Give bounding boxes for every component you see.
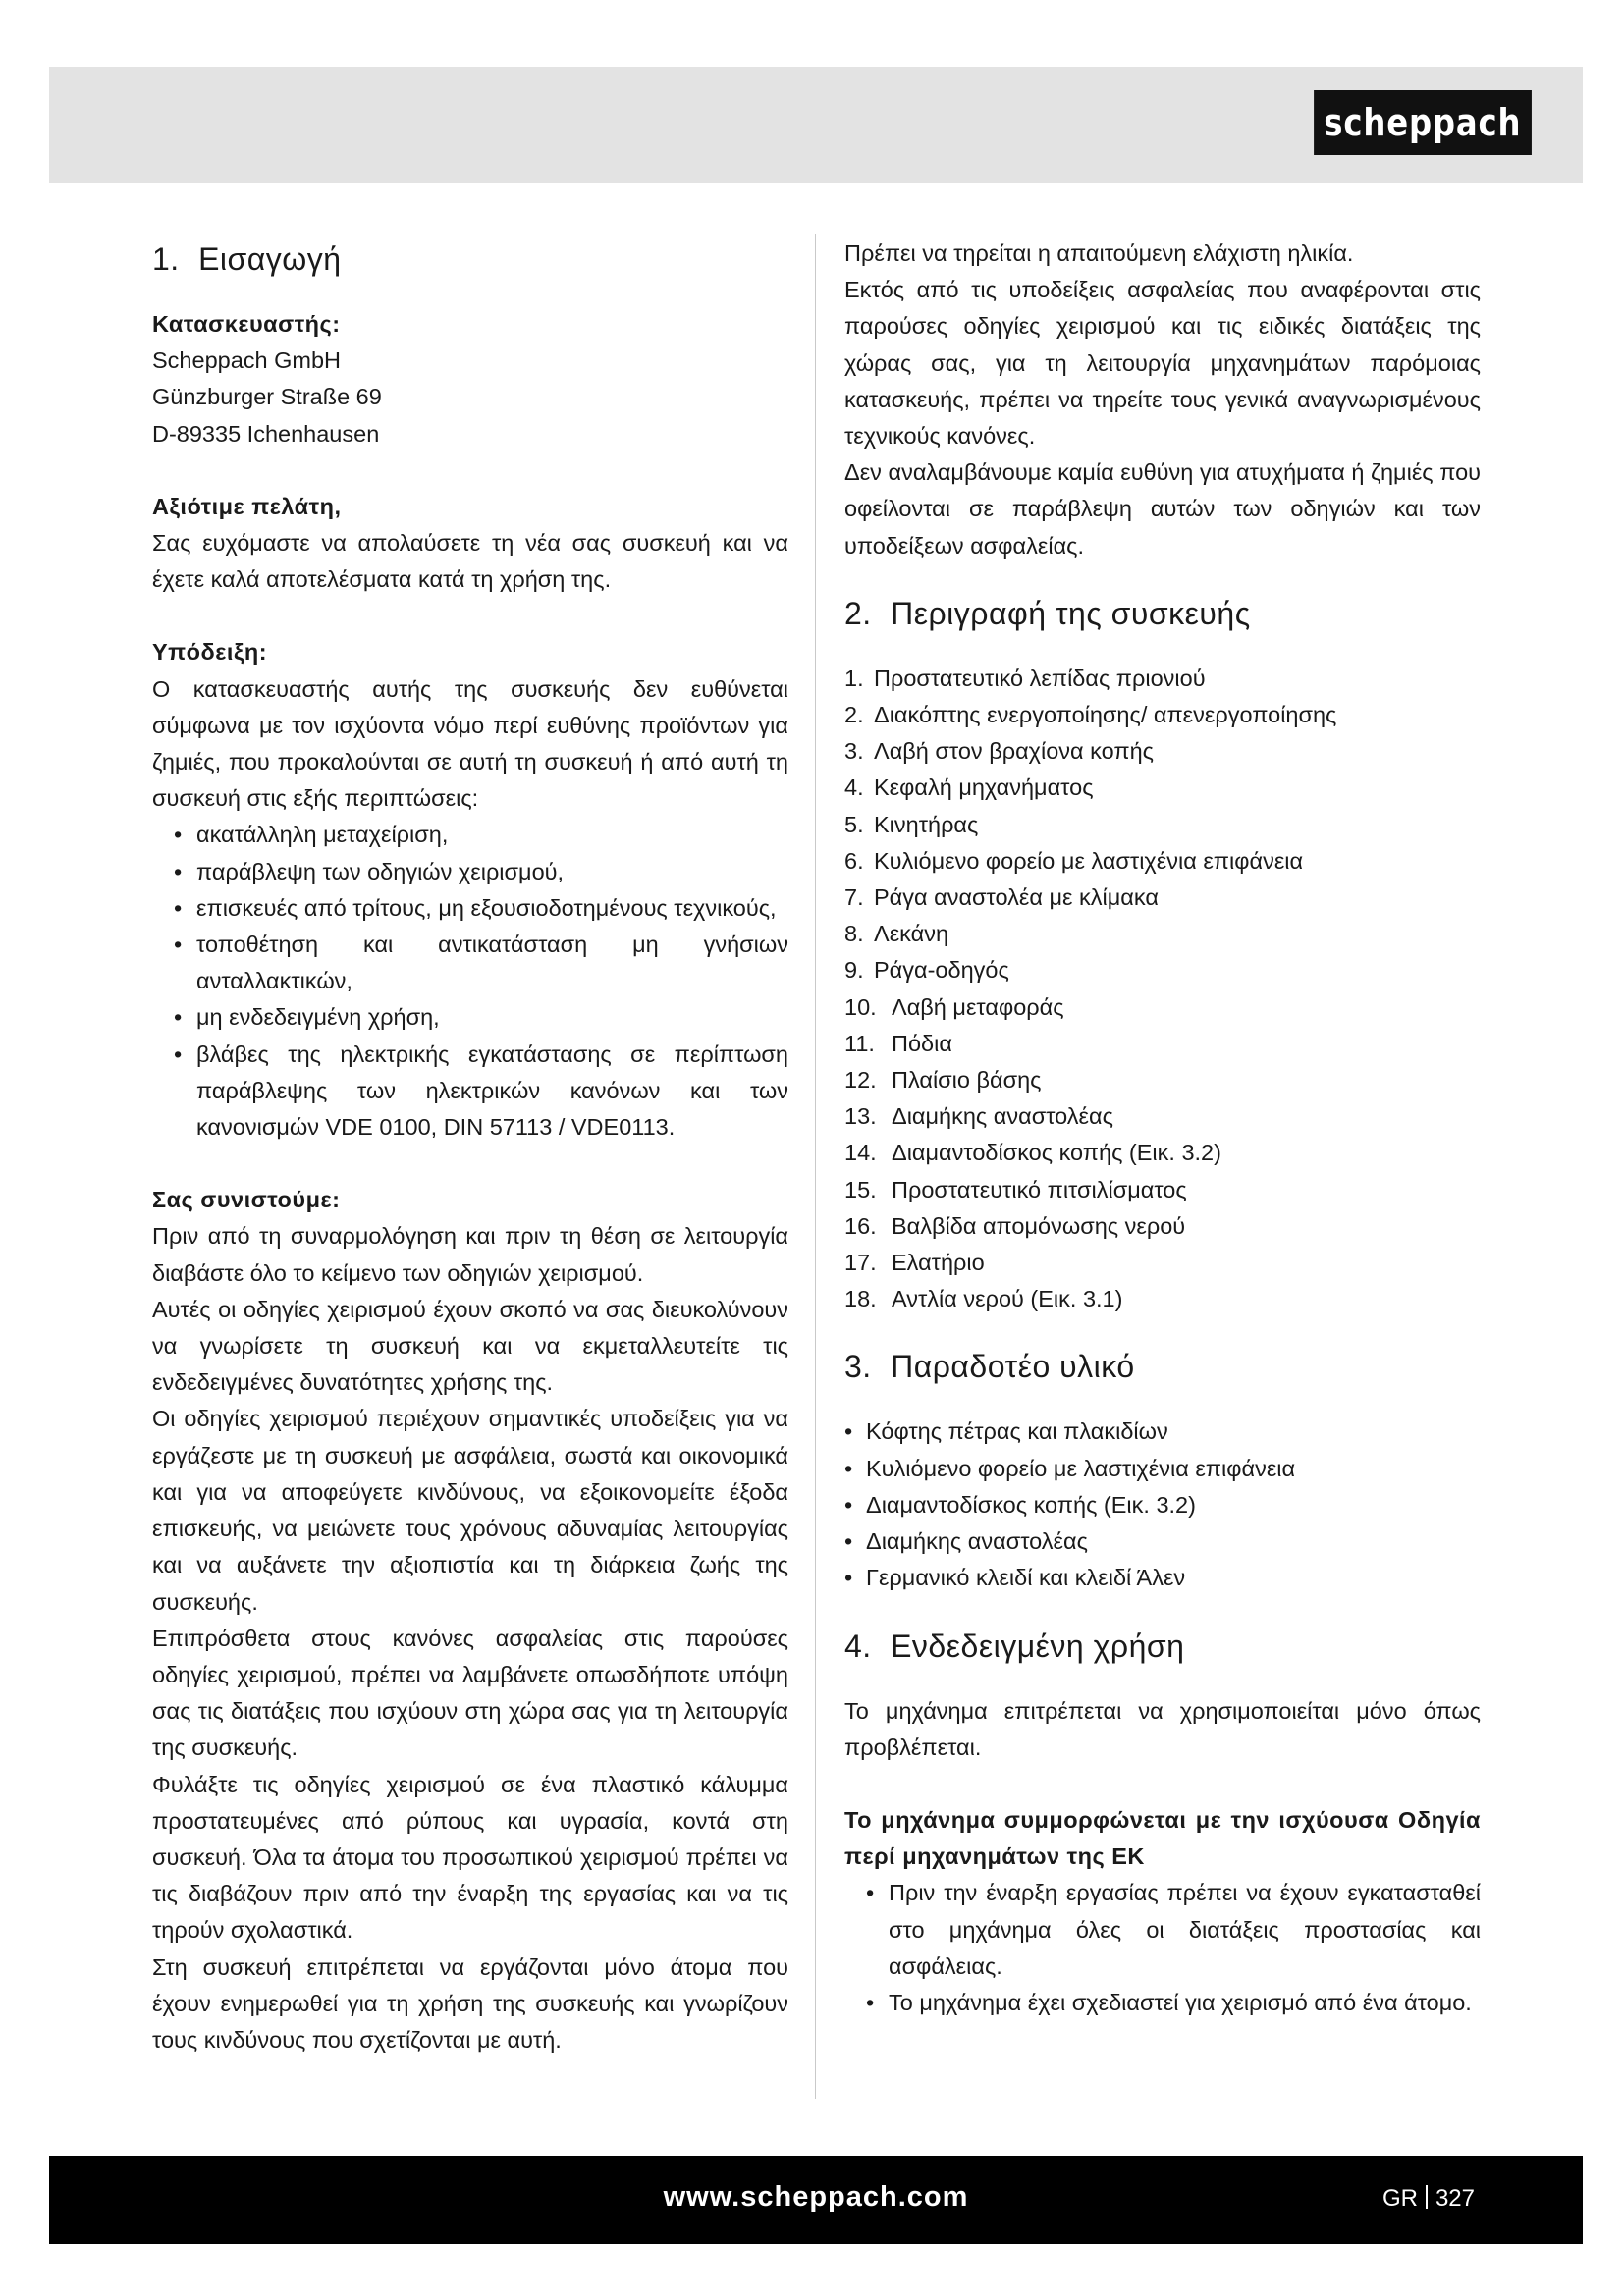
list-item: • επισκευές από τρίτους, μη εξουσιοδοτημένους τεχνικούς, [174, 894, 777, 921]
footer-website-link[interactable]: www.scheppach.com [663, 2181, 969, 2213]
intended-use-text: Το μηχάνημα επιτρέπεται να χρησιμοποιείται μόνο όπως προβλέπεται. [844, 1697, 1481, 1760]
list-item: 16. Βαλβίδα απομόνωσης νερού [844, 1212, 1186, 1239]
list-item: 11. Πόδια [844, 1030, 952, 1056]
list-item: 18. Αντλία νερού (Εικ. 3.1) [844, 1286, 1123, 1312]
list-item: 13. Διαμήκης αναστολέας [844, 1103, 1113, 1130]
list-item: • ακατάλληλη μεταχείριση, [174, 822, 449, 848]
list-item: • βλάβες της ηλεκτρικής εγκατάστασης σε περίπτωση παράβλεψης των ηλεκτρικών κανόνων και των κανονισμών VDE 0100, DIN 57113 / VDE0113. [174, 1041, 788, 1141]
recommend-paragraph: Πριν από τη συναρμολόγηση και πριν τη θέση σε λειτουργία διαβάστε όλο το κείμενο των οδηγιών χειρισμού. [152, 1223, 788, 1286]
list-item: 9. Ράγα-οδηγός [844, 957, 1009, 984]
list-item: 5. Κινητήρας [844, 811, 979, 837]
list-item: • παράβλεψη των οδηγιών χειρισμού, [174, 858, 565, 884]
parts-list [844, 661, 1481, 1318]
recommend-paragraph: Αυτές οι οδηγίες χειρισμού έχουν σκοπό να σας διευκολύνουν να γνωρίσετε τη συσκευή και να εκμεταλλευτείτε τις ενδεδειγμένες δυνατότητες χρήσης της. [152, 1296, 788, 1396]
recommend-paragraph: Στη συσκευή επιτρέπεται να εργάζονται μόνο άτομα που έχουν ενημερωθεί για τη χρήση της συσκευής και γνωρίζουν τους κινδύνους που σχετίζονται με αυτή. [152, 1953, 788, 2053]
list-item: 8. Λεκάνη [844, 921, 949, 947]
brand-logo: scheppach [1314, 90, 1532, 155]
section-title: Περιγραφή της συσκευής [891, 595, 1251, 631]
manufacturer-line: D-89335 Ichenhausen [152, 420, 380, 447]
directive-label: Το μηχάνημα συμμορφώνεται με την ισχύουσα Οδηγία περί μηχανημάτων της ΕΚ [844, 1806, 1481, 1870]
recommend-paragraph: Επιπρόσθετα στους κανόνες ασφαλείας στις παρούσες οδηγίες χειρισμού, πρέπει να λαμβάνετε οπωσδήποτε υπόψη σας τις διατάξεις που ισχύουν στη χώρα σας για τη λειτουργία της συσκευής. [152, 1625, 788, 1761]
list-item: 1. Προστατευτικό λεπίδας πριονιού [844, 665, 1206, 691]
list-item: 10. Λαβή μεταφοράς [844, 993, 1064, 1020]
recommend-label: Σας συνιστούμε: [152, 1187, 341, 1213]
list-item: 12. Πλαίσιο βάσης [844, 1067, 1042, 1094]
separator [1426, 2185, 1428, 2209]
directive-bullet-list [844, 1875, 1481, 2021]
recommend-paragraph: Φυλάξτε τις οδηγίες χειρισμού σε ένα πλαστικό κάλυμμα προστατευμένες από ρύπους και υγρασία, κοντά στη συσκευή. Όλα τα άτομα του προσωπικού χειρισμού πρέπει να τις διαβάζουν πριν από την έναρξη της εργασίας και να τις τηρούν σχολαστικά. [152, 1771, 788, 1944]
list-item: • Κυλιόμενο φορείο με λαστιχένια επιφάνεια [844, 1455, 1296, 1481]
section-title: Ενδεδειγμένη χρήση [891, 1628, 1185, 1664]
column-divider [815, 234, 816, 2099]
language-code: GR [1381, 2185, 1418, 2212]
list-item: 15. Προστατευτικό πιτσιλίσματος [844, 1176, 1187, 1202]
list-item: 6. Κυλιόμενο φορείο με λαστιχένια επιφάνεια [844, 847, 1304, 874]
list-item: • μη ενδεδειγμένη χρήση, [174, 1004, 440, 1031]
list-item: 3. Λαβή στον βραχίονα κοπής [844, 738, 1154, 765]
list-item: 4. Κεφαλή μηχανήματος [844, 774, 1094, 801]
intro-paragraph: Πρέπει να τηρείται η απαιτούμενη ελάχιστη ηλικία. [844, 240, 1354, 266]
list-item: • τοποθέτηση και αντικατάσταση μη γνήσιων ανταλλακτικών, [174, 932, 788, 994]
list-item: 14. Διαμαντοδίσκος κοπής (Εικ. 3.2) [844, 1140, 1221, 1166]
manufacturer-line: Günzburger Straße 69 [152, 384, 382, 410]
page-indicator [1382, 2185, 1475, 2213]
section-3-heading [844, 1343, 1481, 1390]
manufacturer-line: Scheppach GmbH [152, 347, 342, 374]
list-item: • Πριν την έναρξη εργασίας πρέπει να έχουν εγκατασταθεί στο μηχάνημα όλες οι διατάξεις προστασίας και ασφάλειας. [866, 1880, 1481, 1979]
section-number: 3. [844, 1349, 872, 1385]
right-column [844, 236, 1481, 2021]
page-number: 327 [1435, 2185, 1475, 2212]
recommend-paragraph: Οι οδηγίες χειρισμού περιέχουν σημαντικές υποδείξεις για να εργάζεστε με τη συσκευή με ασφάλεια, σωστά και οικονομικά και για να αποφεύγετε κινδύνους, να εξοικονομείτε έξοδα επισκευής, να μειώνετε τους χρόνους αδυναμίας λειτουργίας και να αυξάνετε την αξιοπιστία και τη διάρκεια ζωής της συσκευής. [152, 1406, 788, 1615]
manufacturer-label: Κατασκευαστής: [152, 311, 341, 337]
note-text: Ο κατασκευαστής αυτής της συσκευής δεν ευθύνεται σύμφωνα με τον ισχύοντα νόμο περί ευθύνης προϊόντων για ζημιές, που προκαλούνται σε αυτή τη συσκευή ή από αυτή τη συσκευή στις εξής περιπτώσεις: [152, 675, 788, 812]
list-item: 17. Ελατήριο [844, 1250, 985, 1276]
list-item: • Διαμήκης αναστολέας [844, 1528, 1088, 1555]
left-column [152, 236, 788, 2058]
list-item: 7. Ράγα αναστολέα με κλίμακα [844, 884, 1159, 911]
header-bar [49, 67, 1583, 183]
list-item: • Διαμαντοδίσκος κοπής (Εικ. 3.2) [844, 1491, 1196, 1518]
dear-customer-text: Σας ευχόμαστε να απολαύσετε τη νέα σας συσκευή και να έχετε καλά αποτελέσματα κατά τη χρήση της. [152, 530, 788, 593]
list-item: • Κόφτης πέτρας και πλακιδίων [844, 1418, 1168, 1445]
section-2-heading [844, 590, 1481, 637]
section-number: 2. [844, 595, 872, 631]
section-number: 1. [152, 241, 180, 277]
section-number: 4. [844, 1628, 872, 1664]
section-4-heading [844, 1623, 1481, 1670]
intro-paragraph: Δεν αναλαμβάνουμε καμία ευθύνη για ατυχήματα ή ζημιές που οφείλονται σε παράβλεψη αυτών των οδηγιών και των υποδείξεων ασφαλείας. [844, 459, 1481, 559]
note-label: Υπόδειξη: [152, 639, 268, 666]
list-item: • Γερμανικό κλειδί και κλειδί Άλεν [844, 1565, 1186, 1591]
section-title: Παραδοτέο υλικό [891, 1349, 1135, 1385]
section-1-heading [152, 236, 788, 283]
list-item: • Το μηχάνημα έχει σχεδιαστεί για χειρισμό από ένα άτομο. [866, 1989, 1472, 2015]
intro-paragraph: Εκτός από τις υποδείξεις ασφαλείας που αναφέρονται στις παρούσες οδηγίες χειρισμού και τις ειδικές διατάξεις της χώρας σας, για τη λειτουργία μηχανημάτων παρόμοιας κατασκευής, πρέπει να τηρείτε τους γενικά αναγνωρισμένους τεχνικούς κανόνες. [844, 277, 1481, 450]
list-item: 2. Διακόπτης ενεργοποίησης/ απενεργοποίησης [844, 702, 1337, 728]
section-title: Εισαγωγή [198, 241, 342, 277]
note-bullet-list [152, 817, 788, 1146]
dear-customer-label: Αξιότιμε πελάτη, [152, 493, 342, 519]
footer-bar [49, 2156, 1583, 2244]
delivery-list [844, 1414, 1481, 1596]
